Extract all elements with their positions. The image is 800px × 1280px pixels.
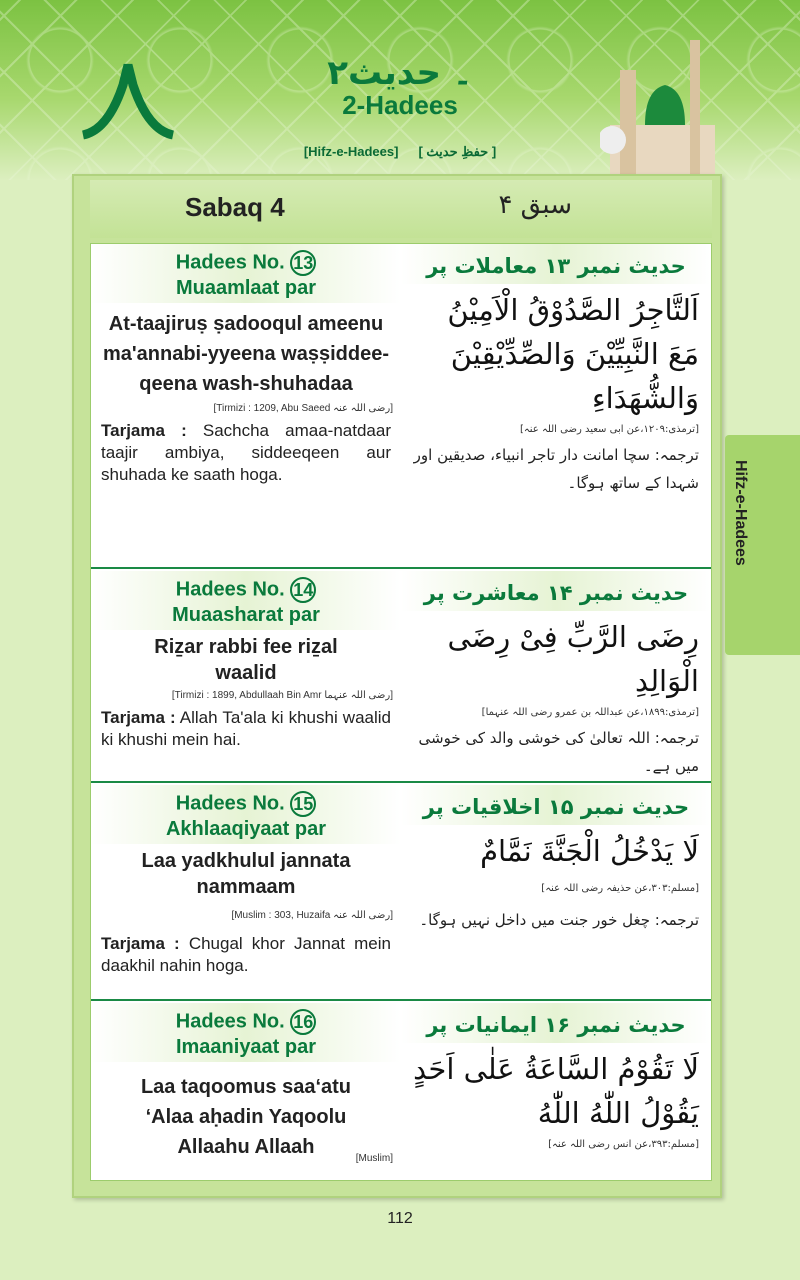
tarjama-text: Chugal khor Jannat mein daakhil nahin hoga.: [101, 934, 391, 975]
hadees-number-label: Hadees No.: [175, 578, 285, 601]
citation-english: [Muslim : 303, Huzaifa رضی اللہ عنہ]: [231, 910, 393, 921]
hadees-section-14: [91, 571, 711, 783]
tarjama-text: Sachcha amaa-natdaar taajir ambiya, siddeeqeen aur shuhada ke saath hoga.: [101, 421, 391, 484]
arabic-text: لَا تَقُوْمُ السَّاعَةُ عَلٰی اَحَدٍ يَقُوْلُ اللّٰهُ اللّٰهُ: [413, 1052, 699, 1130]
urdu-heading: حدیث نمبر ۱۵ اخلاقیات پر: [401, 785, 711, 825]
translation-urdu: ترجمہ: چغل خور جنت میں داخل نہیں ہوگا۔: [419, 911, 699, 929]
chapter-title-urdu: ۲۔ حدیث: [327, 53, 473, 93]
arabic-text: اَلتَّاجِرُ الصَّدُوْقُ الْاَمِيْنُ مَعَ النَّبِيِّيْنَ وَالصِّدِّيْقِيْنَ وَالشُّهَدَاءِ: [447, 293, 699, 415]
hadees-number-label: Hadees No.: [175, 792, 285, 815]
urdu-column: [401, 785, 711, 999]
hadees-heading: [91, 244, 401, 303]
citation-urdu: [مسلم:۳۹۳،عن انس رضی اللہ عنہ]: [548, 1139, 699, 1150]
english-column: [91, 1003, 401, 1181]
arabic-text: رِضَی الرَّبِّ فِیْ رِضَی الْوَالِدِ: [447, 620, 699, 698]
citation-english: [Tirmizi : 1209, Abu Saeed رضی اللہ عنہ]: [213, 403, 393, 414]
tarjama-text: Allah Ta'ala ki khushi waalid ki khushi mein hai.: [101, 708, 391, 749]
section-side-tab[interactable]: [725, 435, 800, 655]
transliteration: At-taajiruṣ ṣadooqul ameenu ma'annabi-yyeena waṣṣiddee-qeena wash-shuhadaa: [103, 313, 389, 395]
chapter-header: [0, 0, 800, 180]
hadees-topic: Imaaniyaat par: [175, 1036, 317, 1058]
hadees-number-label: Hadees No.: [175, 1010, 285, 1033]
urdu-column: [401, 244, 711, 567]
translation-urdu: ترجمہ: اللہ تعالیٰ کی خوشی والد کی خوشی میں ہے۔: [418, 729, 699, 775]
side-tab-label: Hifz-e-Hadees: [732, 460, 749, 566]
chapter-title-english: 2-Hadees: [342, 90, 458, 120]
hadees-number-badge: 15: [290, 791, 316, 817]
urdu-heading: حدیث نمبر ۱۶ ایمانیات پر: [401, 1003, 711, 1043]
citation-english: [Tirmizi : 1899, Abdullaah Bin Amr رضی اللہ عنہما]: [171, 690, 393, 701]
hadees-number-badge: 14: [290, 577, 316, 603]
hadees-number-label: Hadees No.: [175, 251, 285, 274]
translation-english: [91, 931, 401, 977]
transliteration: Laa taqoomus saa‘atu ‘Alaa aḥadin Yaqoolu Allaahu Allaah: [140, 1076, 352, 1158]
hadees-topic: Muaamlaat par: [175, 277, 317, 299]
hadees-heading: [91, 1003, 401, 1062]
lesson-title-urdu: سبق ۴: [498, 190, 572, 220]
urdu-column: [401, 1003, 711, 1181]
urdu-heading: حدیث نمبر ۱۳ معاملات پر: [401, 244, 711, 284]
hadees-number-badge: 16: [290, 1009, 316, 1035]
hadees-heading: [91, 785, 401, 844]
hadees-section-16: [91, 1003, 711, 1181]
arabic-text: لَا يَدْخُلُ الْجَنَّةَ نَمَّامٌ: [480, 834, 699, 868]
transliteration: Laa yadkhulul jannata nammaam: [141, 850, 351, 898]
tarjama-label: Tarjama :: [101, 708, 176, 727]
hadees-topic: Muaasharat par: [172, 604, 320, 626]
urdu-column: [401, 571, 711, 781]
tarjama-label: Tarjama :: [101, 934, 180, 953]
green-dome-mosque-icon: [600, 30, 720, 175]
hadees-card: [90, 243, 712, 1181]
citation-urdu: [مسلم:۳۰۳،عن حذیفہ رضی اللہ عنہ]: [541, 883, 699, 894]
hadees-heading: [91, 571, 401, 630]
hadees-section-13: [91, 244, 711, 569]
citation-urdu: [ترمذی:۱۲۰۹،عن ابی سعید رضی اللہ عنہ]: [520, 424, 699, 435]
lesson-title-bar: [90, 180, 712, 238]
subtitle-english: [Hifz-e-Hadees]: [303, 144, 399, 159]
translation-urdu: ترجمہ: سچا امانت دار تاجر انبیاء، صدیقین اور شہدا کے ساتھ ہوگا۔: [413, 446, 699, 492]
citation-urdu: [ترمذی:۱۸۹۹،عن عبداللہ بن عمرو رضی اللہ عنہما]: [481, 707, 699, 718]
translation-english: [91, 705, 401, 751]
page-number: 112: [387, 1210, 413, 1227]
urdu-heading: حدیث نمبر ۱۴ معاشرت پر: [401, 571, 711, 611]
english-column: [91, 244, 401, 567]
hadees-section-15: [91, 785, 711, 1001]
english-column: [91, 571, 401, 781]
translation-english: [91, 418, 401, 486]
hadees-topic: Akhlaaqiyaat par: [165, 818, 327, 840]
citation-english: [Muslim]: [355, 1153, 393, 1164]
hadees-number-badge: 13: [290, 250, 316, 276]
subtitle-urdu: [ حفظِ حدیث ]: [418, 144, 497, 159]
tarjama-label: Tarjama :: [101, 421, 187, 440]
english-column: [91, 785, 401, 999]
lesson-title-english: Sabaq 4: [185, 192, 285, 222]
transliteration: Riẕar rabbi fee riẕal waalid: [154, 636, 338, 684]
